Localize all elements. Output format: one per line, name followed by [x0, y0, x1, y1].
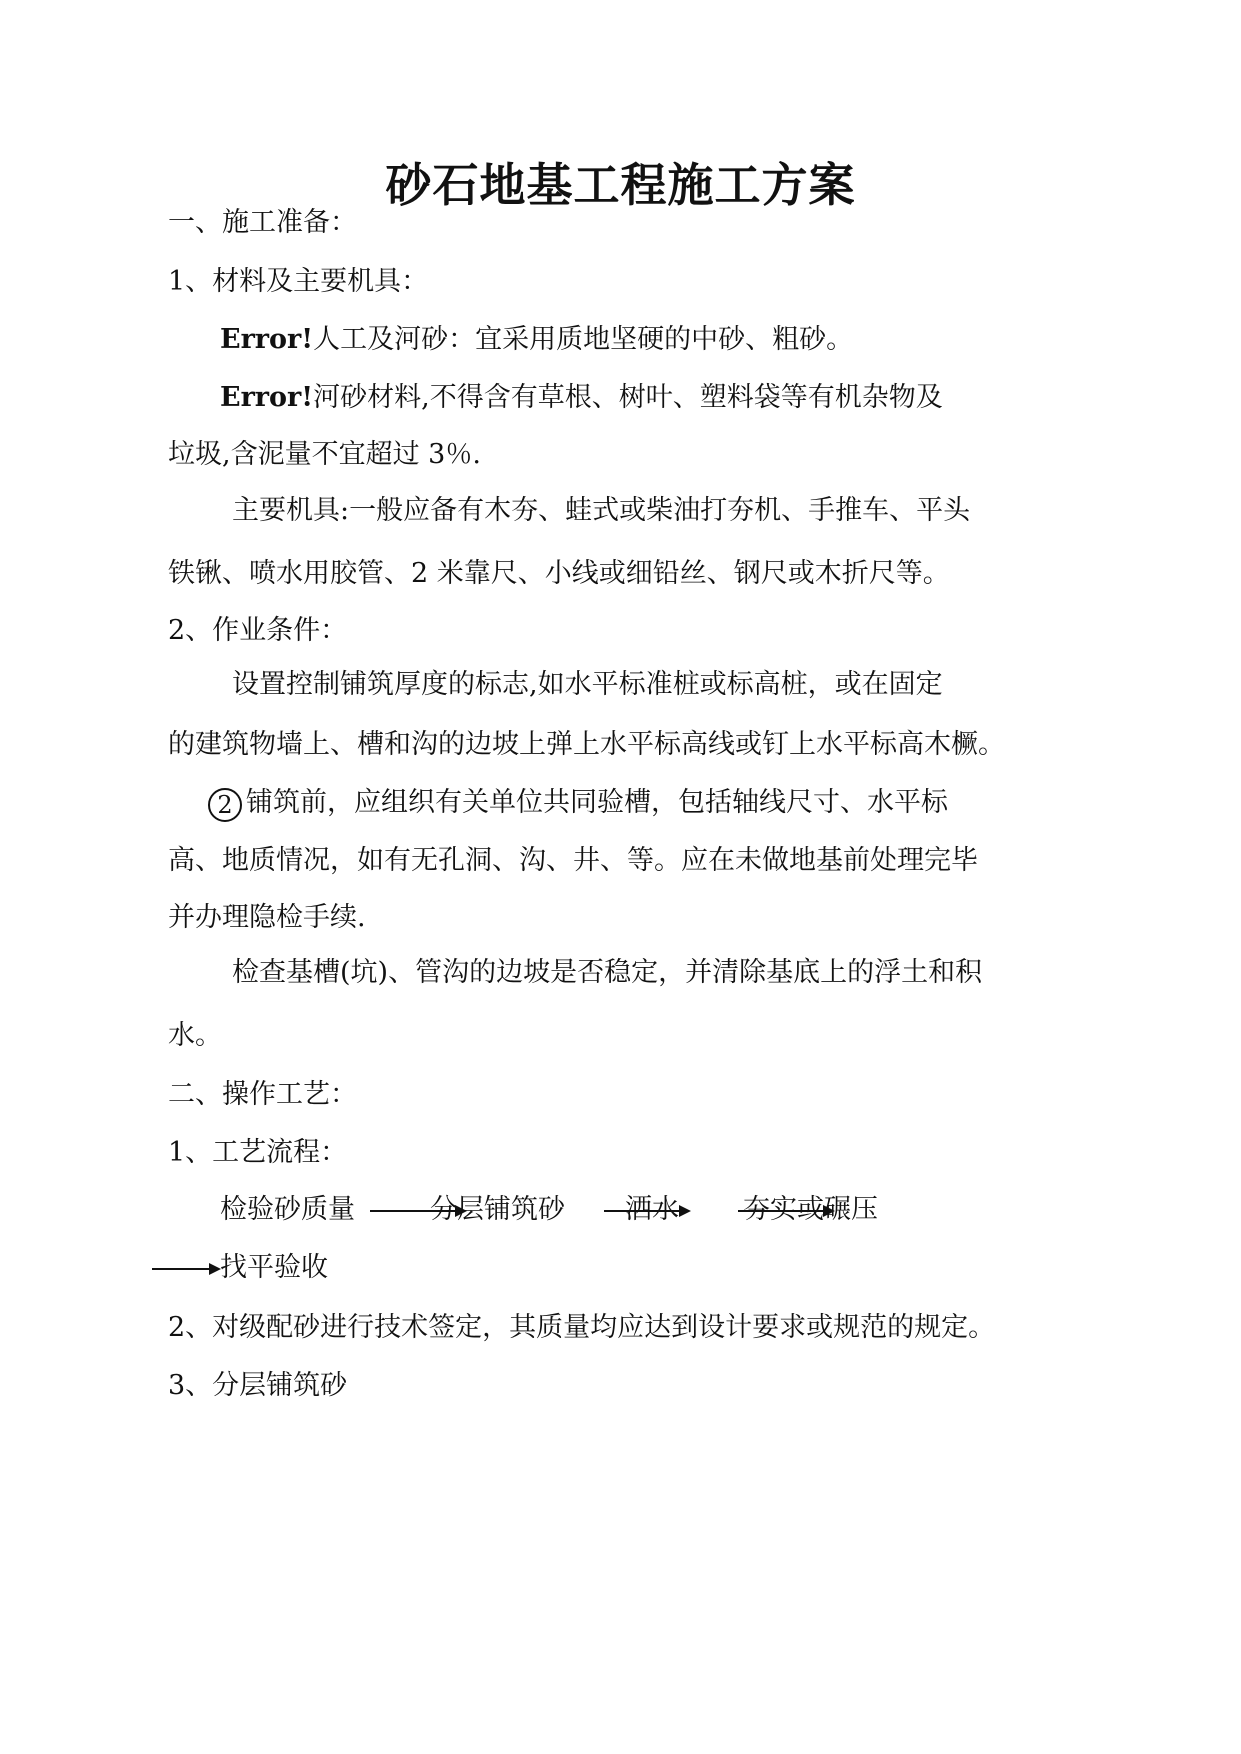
paragraph-line: 垃圾,含泥量不宜超过 3％. [168, 439, 481, 470]
paragraph-line [220, 380, 943, 416]
flow-step-2: 分层铺筑砂 [430, 1194, 565, 1225]
section-heading-2: 二、操作工艺： [168, 1079, 357, 1110]
paragraph-line: 高、地质情况，如有无孔洞、沟、井、等。应在未做地基前处理完毕 [168, 845, 978, 876]
paragraph-line: 设置控制铺筑厚度的标志,如水平标准桩或标高桩，或在固定 [232, 669, 943, 700]
paragraph-line: 并办理隐检手续. [168, 902, 366, 933]
paragraph-line: 铁锹、喷水用胶管、2 米靠尺、小线或细铅丝、钢尺或木折尺等。 [168, 558, 950, 589]
paragraph-line: 水。 [168, 1020, 222, 1051]
text-span: 人工及河砂：宜采用质地坚硬的中砂、粗砂。 [313, 324, 854, 355]
subheading-flow: 1、工艺流程： [168, 1137, 348, 1168]
circled-number: 2 [208, 788, 242, 822]
document-title: 砂石地基工程施工方案 [385, 158, 856, 212]
paragraph-line: 主要机具:一般应备有木夯、蛙式或柴油打夯机、手推车、平头 [232, 495, 971, 526]
error-label: Error! [220, 324, 314, 355]
flow-step-1: 检验砂质量 [220, 1194, 355, 1225]
paragraph-line [220, 322, 853, 358]
text-span: 河砂材料,不得含有草根、树叶、塑料袋等有机杂物及 [313, 382, 943, 413]
paragraph-line: 2、对级配砂进行技术签定，其质量均应达到设计要求或规范的规定。 [168, 1312, 996, 1343]
flow-step-3: 洒水 [625, 1194, 679, 1225]
paragraph-line: 的建筑物墙上、槽和沟的边坡上弹上水平标高线或钉上水平标高木橛。 [168, 729, 1005, 760]
text-span: 铺筑前，应组织有关单位共同验槽，包括轴线尺寸、水平标 [246, 787, 948, 818]
paragraph-line: 检查基槽(坑)、管沟的边坡是否稳定，并清除基底上的浮土和积 [232, 957, 983, 988]
flow-step-5: 找平验收 [220, 1252, 328, 1283]
flow-step-4: 夯实或碾压 [743, 1194, 878, 1225]
section-heading-1: 一、施工准备： [168, 207, 357, 238]
paragraph-line [208, 785, 948, 822]
flow-arrow-icon [152, 1268, 210, 1270]
subheading-conditions: 2、作业条件： [168, 615, 348, 646]
subheading-materials: 1、材料及主要机具： [168, 266, 429, 297]
subheading-layers: 3、分层铺筑砂 [168, 1370, 348, 1401]
error-label: Error! [220, 382, 314, 413]
